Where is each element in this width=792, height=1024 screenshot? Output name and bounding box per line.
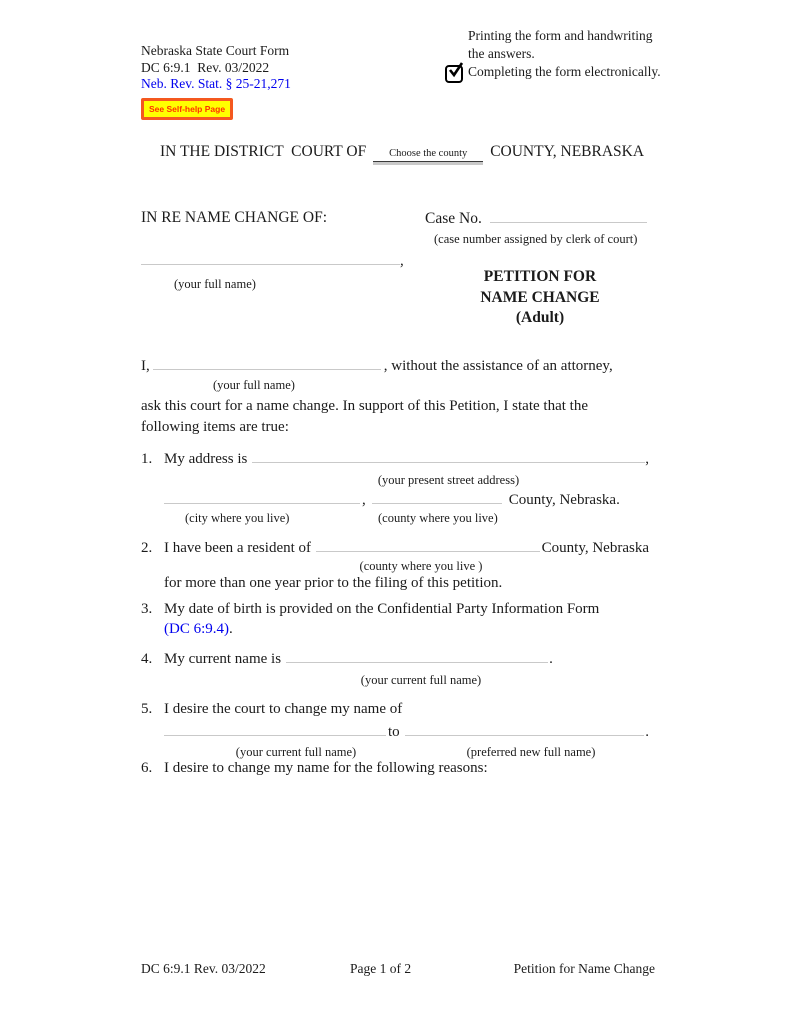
- document-title-line3: (Adult): [515, 309, 565, 326]
- item3-text: My date of birth is provided on the Confidential Party Information Form: [164, 601, 600, 617]
- case-number-field[interactable]: [490, 209, 647, 223]
- document-title-line2: NAME CHANGE: [480, 288, 600, 306]
- item4-period: .: [549, 651, 553, 667]
- footer-page-number: Page 1 of 2: [350, 961, 412, 976]
- item2-number: 2.: [141, 540, 153, 556]
- city-caption: (city where you live): [185, 511, 290, 525]
- current-name-field[interactable]: [286, 649, 548, 663]
- footer-document-name: Petition for Name Change: [513, 961, 655, 976]
- option1-label-line2: the answers.: [468, 46, 535, 61]
- option2-gutter: [445, 63, 468, 88]
- change-from-caption: (your current full name): [235, 745, 357, 759]
- item3-period: .: [229, 621, 233, 637]
- item3-number: 3.: [141, 601, 153, 617]
- resident-county-field[interactable]: [316, 538, 540, 552]
- court-caption-suffix: COUNTY, NEBRASKA: [490, 143, 645, 160]
- item4-number: 4.: [141, 651, 153, 667]
- document-title: [448, 267, 632, 329]
- list-item-2: [141, 538, 649, 593]
- change-to-caption: (preferred new full name): [466, 745, 596, 759]
- intro-body-line1: ask this court for a name change. In support of this Petition, I state that the: [141, 398, 588, 414]
- item5-period: .: [645, 724, 649, 740]
- court-caption-prefix: IN THE DISTRICT COURT OF: [160, 143, 367, 160]
- intro-paragraph: [141, 356, 648, 437]
- item1-number: 1.: [141, 451, 153, 467]
- petitioner-name-caption: (your full name): [174, 277, 256, 291]
- item1-line2-text: County, Nebraska.: [508, 492, 620, 508]
- petitioner-name-row: [141, 251, 411, 271]
- footer-form-number: DC 6:9.1 Rev. 03/2022: [141, 961, 266, 976]
- form-identification-block: [141, 43, 291, 93]
- option1-label-line1: Printing the form and handwriting: [468, 28, 653, 43]
- city-field[interactable]: [164, 490, 360, 504]
- list-item-4: [141, 649, 649, 688]
- county-dropdown-placeholder: Choose the county: [389, 148, 468, 159]
- item2-line2: for more than one year prior to the filing of this petition.: [164, 575, 503, 591]
- list-item-1: [141, 449, 649, 526]
- case-number-label: Case No.: [425, 210, 482, 227]
- residence-county-field[interactable]: [372, 490, 502, 504]
- list-item-5: [141, 700, 649, 760]
- document-title-line1: PETITION FOR: [483, 268, 597, 285]
- intro-after-blank: , without the assistance of an attorney,: [383, 358, 613, 374]
- option2-label: Completing the form electronically.: [468, 64, 661, 79]
- fill-method-options: [445, 27, 661, 88]
- item1-comma: ,: [645, 451, 649, 467]
- item5-to-word: to: [388, 724, 400, 740]
- item5-number: 5.: [141, 701, 153, 717]
- petitioner-name-comma: ,: [400, 253, 404, 269]
- current-name-caption: (your current full name): [360, 673, 482, 687]
- item1-comma2: ,: [362, 492, 366, 508]
- form-dc694-link[interactable]: (DC 6:9.4): [164, 621, 229, 637]
- self-help-button[interactable]: See Self-help Page: [141, 98, 233, 120]
- change-from-name-field[interactable]: [164, 722, 386, 736]
- resident-county-caption: (county where you live ): [359, 559, 483, 573]
- petitioner-name-field[interactable]: [141, 251, 400, 265]
- street-address-field[interactable]: [252, 449, 645, 463]
- list-item-6: [141, 759, 649, 778]
- county-dropdown[interactable]: [373, 142, 483, 162]
- intro-body-line2: following items are true:: [141, 418, 289, 435]
- form-source-label: Nebraska State Court Form: [141, 43, 290, 58]
- list-item-3: [141, 600, 649, 639]
- checkbox-checked-icon[interactable]: [445, 65, 463, 83]
- item6-number: 6.: [141, 760, 153, 776]
- item5-text: I desire the court to change my name of: [164, 701, 403, 717]
- county-caption: (county where you live): [378, 511, 498, 525]
- case-number-caption: (case number assigned by clerk of court): [434, 232, 638, 246]
- item4-text: My current name is: [164, 651, 282, 667]
- intro-name-caption: (your full name): [213, 378, 295, 392]
- case-number-row: [425, 209, 647, 228]
- form-number-label: DC 6:9.1 Rev. 03/2022: [141, 59, 270, 75]
- intro-lead: I,: [141, 358, 150, 374]
- item2-suffix: County, Nebraska: [541, 540, 649, 556]
- court-caption-line: [160, 142, 644, 162]
- statute-link[interactable]: Neb. Rev. Stat. § 25-21,271: [141, 76, 291, 91]
- street-address-caption: (your present street address): [377, 473, 520, 487]
- item1-text: My address is: [164, 451, 248, 467]
- item2-text: I have been a resident of: [164, 540, 312, 556]
- in-re-label: IN RE NAME CHANGE OF:: [141, 209, 327, 226]
- item6-text: I desire to change my name for the following reasons:: [164, 760, 488, 776]
- change-to-name-field[interactable]: [405, 722, 645, 736]
- intro-name-field[interactable]: [153, 356, 381, 370]
